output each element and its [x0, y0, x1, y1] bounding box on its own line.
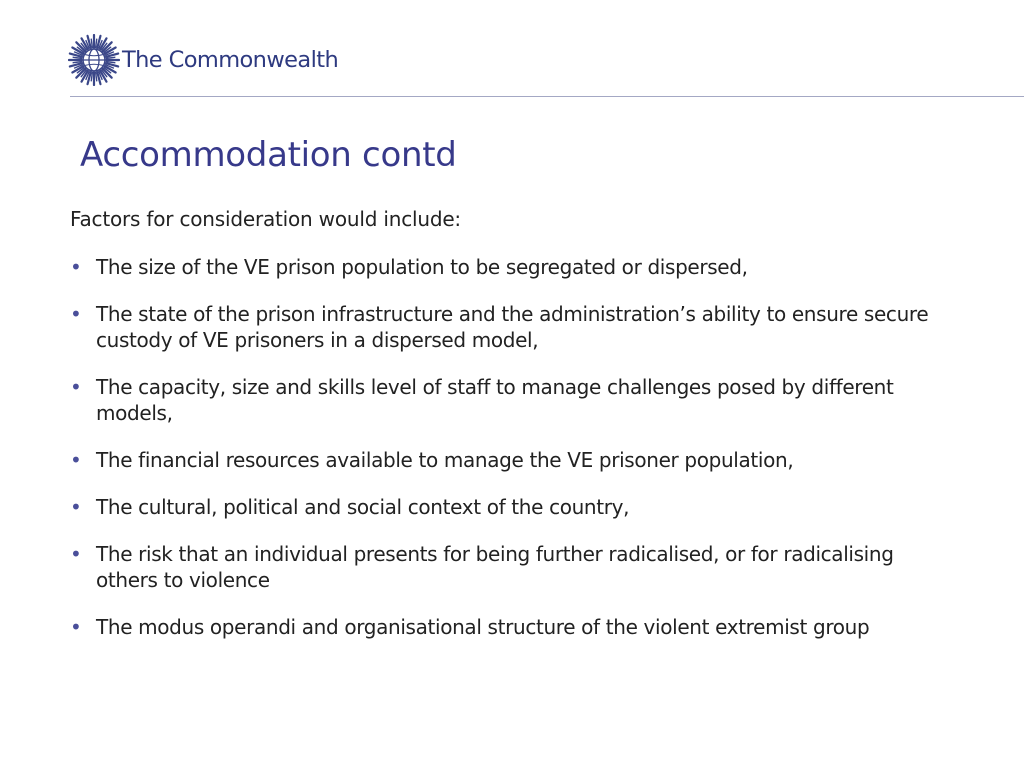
list-item — [70, 541, 950, 593]
bullet-icon: • — [70, 542, 82, 566]
bullet-icon: • — [70, 495, 82, 519]
factor-text: The size of the VE prison population to be segregated or dispersed, — [96, 255, 748, 279]
factor-text: The state of the prison infrastructure and the administration’s ability to ensure secure custody of VE prisoners in a dispersed model, — [96, 302, 929, 352]
bullet-icon: • — [70, 302, 82, 326]
commonwealth-globe-icon — [68, 34, 120, 86]
factor-text: The financial resources available to manage the VE prisoner population, — [96, 448, 794, 472]
intro-text: Factors for consideration would include: — [70, 207, 461, 231]
list-item — [70, 494, 950, 520]
list-item — [70, 374, 950, 426]
factors-list — [70, 254, 950, 661]
factor-text: The risk that an individual presents for being further radicalised, or for radicalising others to violence — [96, 542, 894, 592]
list-item — [70, 447, 950, 473]
bullet-icon: • — [70, 615, 82, 639]
list-item — [70, 301, 950, 353]
header-divider — [70, 96, 1024, 97]
factor-text: The modus operandi and organisational structure of the violent extremist group — [96, 615, 870, 639]
factor-text: The capacity, size and skills level of staff to manage challenges posed by different models, — [96, 375, 894, 425]
commonwealth-logo — [68, 34, 338, 86]
slide-title: Accommodation contd — [80, 135, 457, 175]
list-item — [70, 614, 950, 640]
logo-wordmark: The Commonwealth — [122, 47, 339, 73]
bullet-icon: • — [70, 375, 82, 399]
bullet-icon: • — [70, 255, 82, 279]
factor-text: The cultural, political and social context of the country, — [96, 495, 630, 519]
bullet-icon: • — [70, 448, 82, 472]
list-item — [70, 254, 950, 280]
